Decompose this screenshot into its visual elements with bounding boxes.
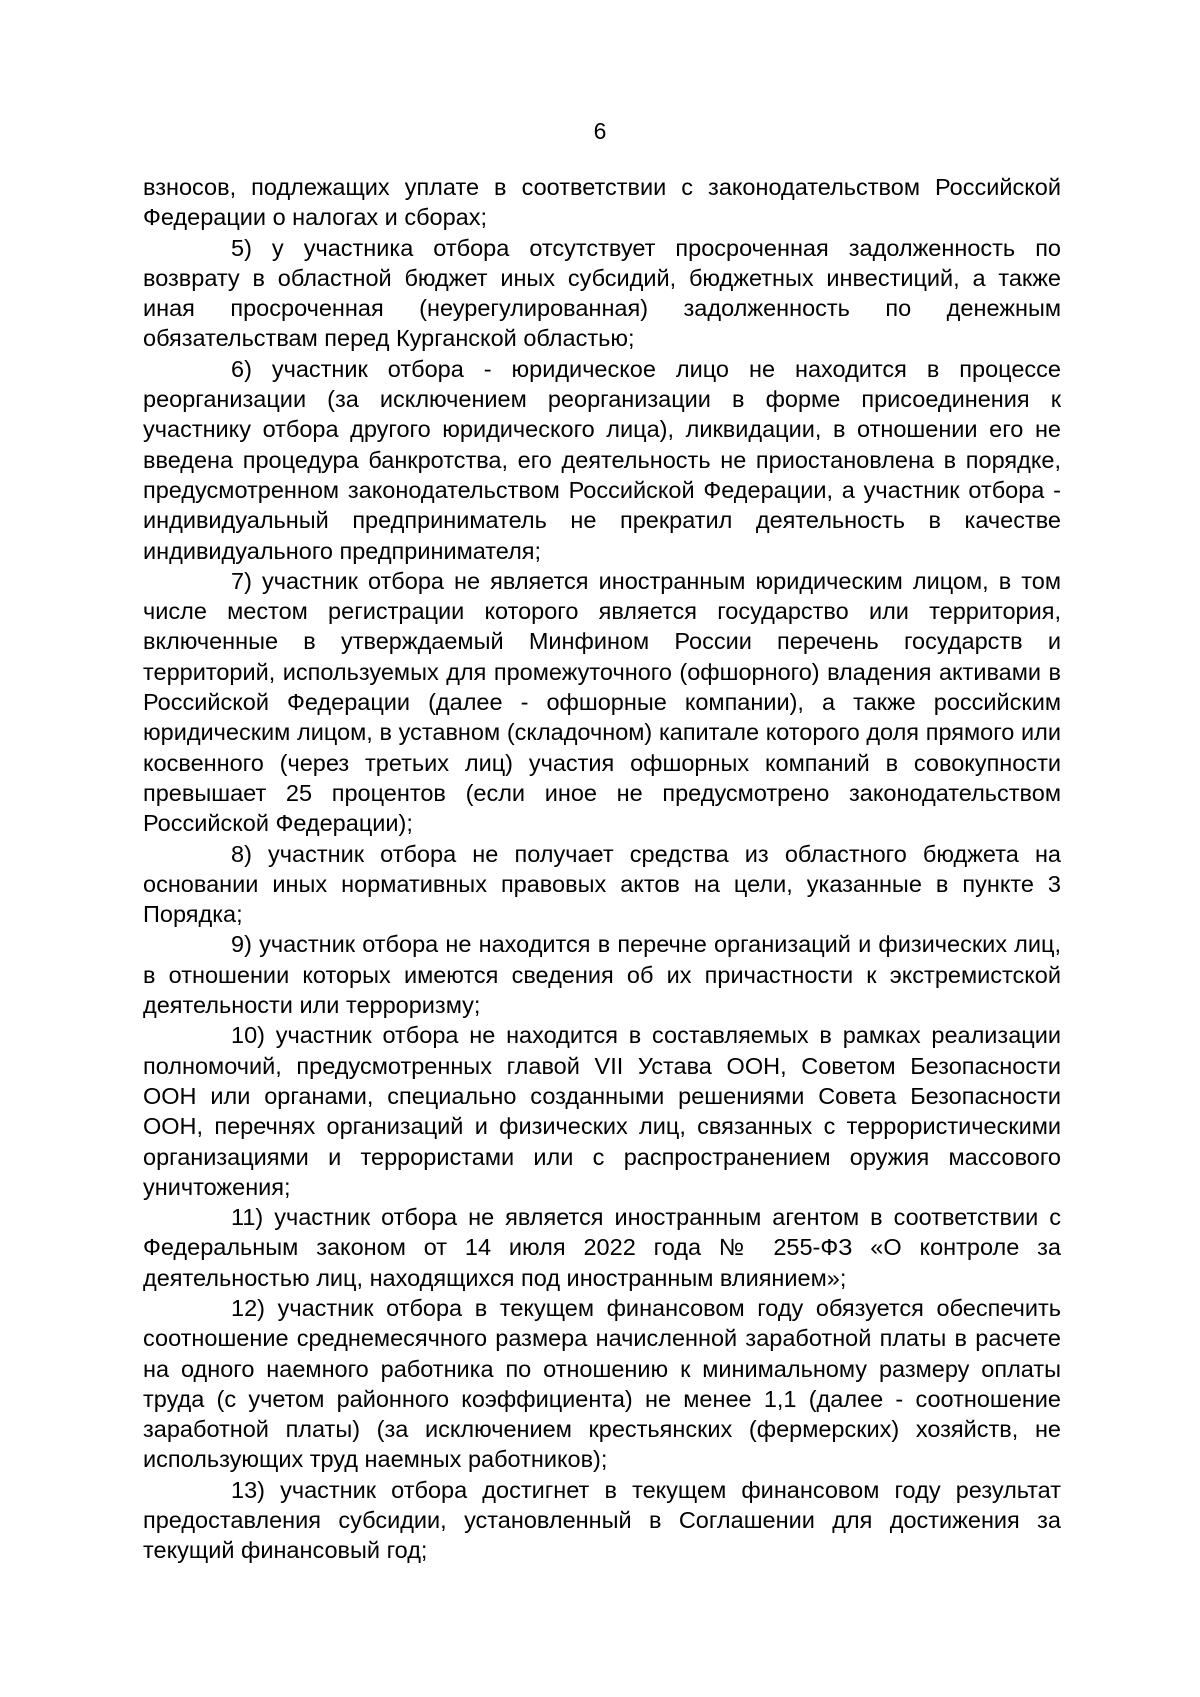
- paragraph-item-12: 12) участник отбора в текущем финансовом году обязуется обеспечить соотношение среднемесячного размера начисленной заработной платы в расчете на одного наемного работника по отношению к минимальному размеру оплаты труда (с учетом районного коэффициента) не менее 1,1 (далее - соотношение заработной платы) (за исключением крестьянских (фермерских) хозяйств, не использующих труд наемных работников);: [143, 1294, 1061, 1473]
- paragraph-item-10: 10) участник отбора не находится в составляемых в рамках реализации полномочий, предусмотренных главой VII Устава ООН, Советом Безопасности ООН или органами, специально созданными решениями Совета Безопасности ООН, перечнях организаций и физических лиц, связанных с террористическими организациями и террористами или с распространением оружия массового уничтожения;: [143, 1022, 1061, 1200]
- paragraph-item-11: 11) участник отбора не является иностранным агентом в соответствии с Федеральным законом от 14 июля 2022 года № 255-ФЗ «О контроле за деятельностью лиц, находящихся под иностранным влиянием»;: [143, 1204, 1061, 1291]
- paragraph-item-13: 13) участник отбора достигнет в текущем финансовом году результат предоставления субсидии, установленный в Соглашении для достижения за текущий финансовый год;: [143, 1476, 1061, 1564]
- paragraph-item-5: 5) у участника отбора отсутствует просроченная задолженность по возврату в областной бюджет иных субсидий, бюджетных инвестиций, а также иная просроченная (неурегулированная) задолженность по денежным обязательствам перед Курганской областью;: [143, 234, 1061, 352]
- paragraph-item-6: 6) участник отбора - юридическое лицо не находится в процессе реорганизации (за исключением реорганизации в форме присоединения к участнику отбора другого юридического лица), ликвидации, в отношении его не введена процедура банкротства, его деятельность не приостановлена в порядке, предусмотренном законодательством Российской Федерации, а участник отбора - индивидуальный предприниматель не прекратил деятельность в качестве индивидуального предпринимателя;: [143, 355, 1061, 564]
- paragraph-item-7: 7) участник отбора не является иностранным юридическим лицом, в том числе местом регистрации которого является государство или территория, включенные в утверждаемый Минфином России перечень государств и территорий, используемых для промежуточного (офшорного) владения активами в Российской Федерации (далее - офшорные компании), а также российским юридическим лицом, в уставном (складочном) капитале которого доля прямого или косвенного (через третьих лиц) участия офшорных компаний в совокупности превышает 25 процентов (если иное не предусмотрено законодательством Российской Федерации);: [143, 567, 1061, 837]
- page-number: 6: [593, 118, 607, 144]
- document-body: [143, 172, 1061, 1566]
- paragraph-item-8: 8) участник отбора не получает средства из областного бюджета на основании иных нормативных правовых актов на цели, указанные в пункте 3 Порядка;: [143, 840, 1061, 928]
- paragraph-item-9: 9) участник отбора не находится в перечне организаций и физических лиц, в отношении которых имеются сведения об их причастности к экстремистской деятельности или терроризму;: [143, 931, 1061, 1019]
- paragraph-continuation: взносов, подлежащих уплате в соответствии с законодательством Российской Федерации о налогах и сборах;: [143, 174, 1061, 231]
